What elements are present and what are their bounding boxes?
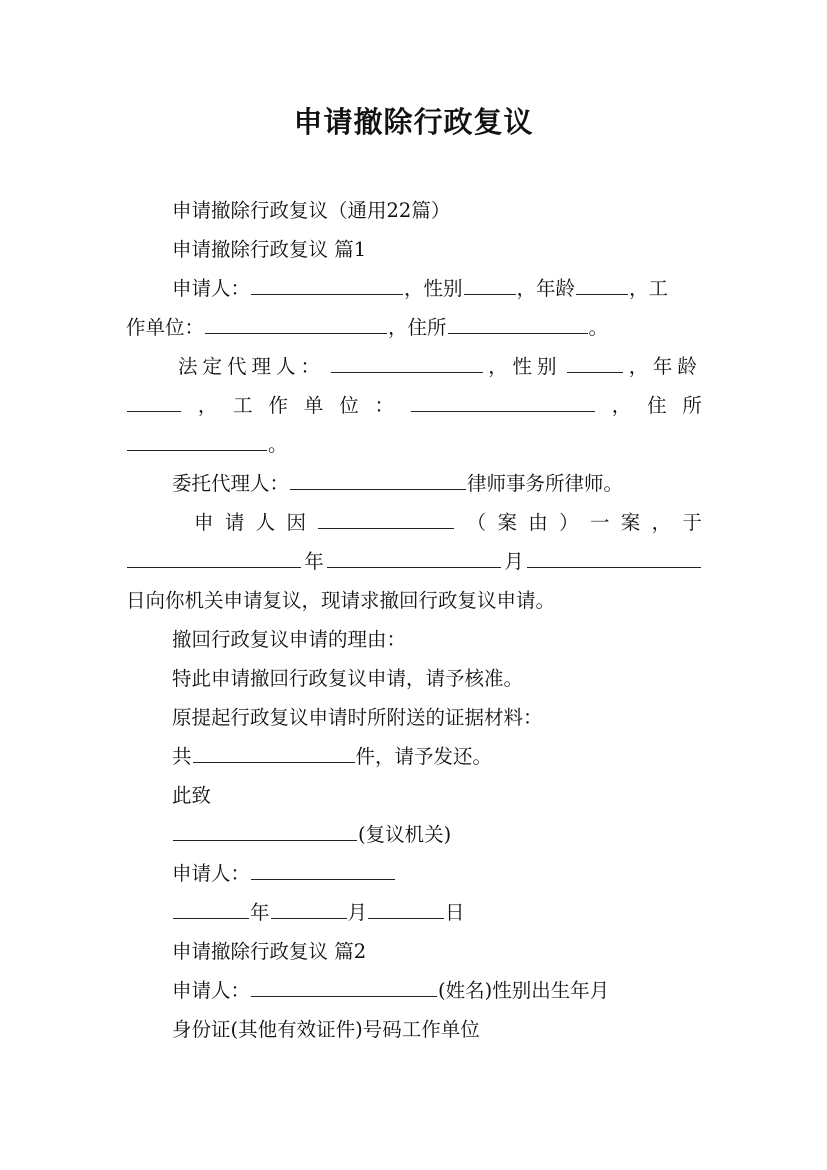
case-day-blank[interactable] [527,542,701,568]
sign-year-blank[interactable] [173,893,249,919]
age-blank[interactable] [576,269,628,295]
legal-rep-residence-line: 。 [126,425,702,464]
signature-blank[interactable] [251,854,395,880]
legal-rep-age-blank[interactable] [127,386,181,412]
sign-day-blank[interactable] [368,893,444,919]
id-line: 身份证(其他有效证件)号码工作单位 [172,1018,480,1041]
signature-line: 申请人： [126,854,702,893]
case-month-blank[interactable] [327,542,501,568]
workplace-blank[interactable] [205,308,387,334]
case-cause-blank[interactable] [318,503,454,529]
document-title: 申请撤除行政复议 [293,105,534,139]
applicant-line-2: 申请人： (姓名)性别出生年月 [126,971,702,1010]
applicant-name-blank-2[interactable] [251,971,437,997]
case-line: 申 请 人 因 （ 案 由 ） 一 案 ， 于 [194,503,702,542]
sign-month-blank[interactable] [271,893,347,919]
legal-rep-blank[interactable] [331,347,483,373]
evidence-count-blank[interactable] [193,737,355,763]
reason-line: 撤回行政复议申请的理由： [172,628,407,651]
legal-rep-workplace-blank[interactable] [411,386,595,412]
legal-rep-gender-blank[interactable] [567,347,623,373]
section-heading-1: 申请撤除行政复议 篇1 [172,238,367,261]
authority-line: (复议机关) [126,815,702,854]
section-heading-2: 申请撤除行政复议 篇2 [172,940,367,963]
approval-line: 特此申请撤回行政复议申请，请予核准。 [172,667,524,690]
authority-blank[interactable] [173,815,357,841]
case-date-line: 年 月 [126,542,702,581]
legal-rep-line: 法定代理人： ， 性别 ， 年龄 [178,347,702,386]
legal-rep-workplace-line: ， 工 作 单 位 ： ， 住 所 [126,386,702,425]
applicant-name-blank[interactable] [251,269,403,295]
case-year-blank[interactable] [127,542,301,568]
law-firm-blank[interactable] [290,464,466,490]
workplace-line: 作单位： ，住所 。 [126,308,702,347]
salutation-line: 此致 [172,784,212,807]
evidence-line: 原提起行政复议申请时所附送的证据材料： [172,706,543,729]
legal-rep-residence-blank[interactable] [127,425,267,451]
applicant-line: 申请人： ，性别 ，年龄 ，工 [126,269,702,308]
agent-line: 委托代理人： 律师事务所律师。 [126,464,702,503]
intro-heading: 申请撤除行政复议（通用22篇） [172,199,451,222]
evidence-count-line: 共 件，请予发还。 [126,737,702,776]
withdraw-request-line: 日向你机关申请复议，现请求撤回行政复议申请。 [126,589,556,612]
sign-date-line: 年 月 日 [126,893,702,932]
residence-blank[interactable] [448,308,588,334]
gender-blank[interactable] [464,269,516,295]
